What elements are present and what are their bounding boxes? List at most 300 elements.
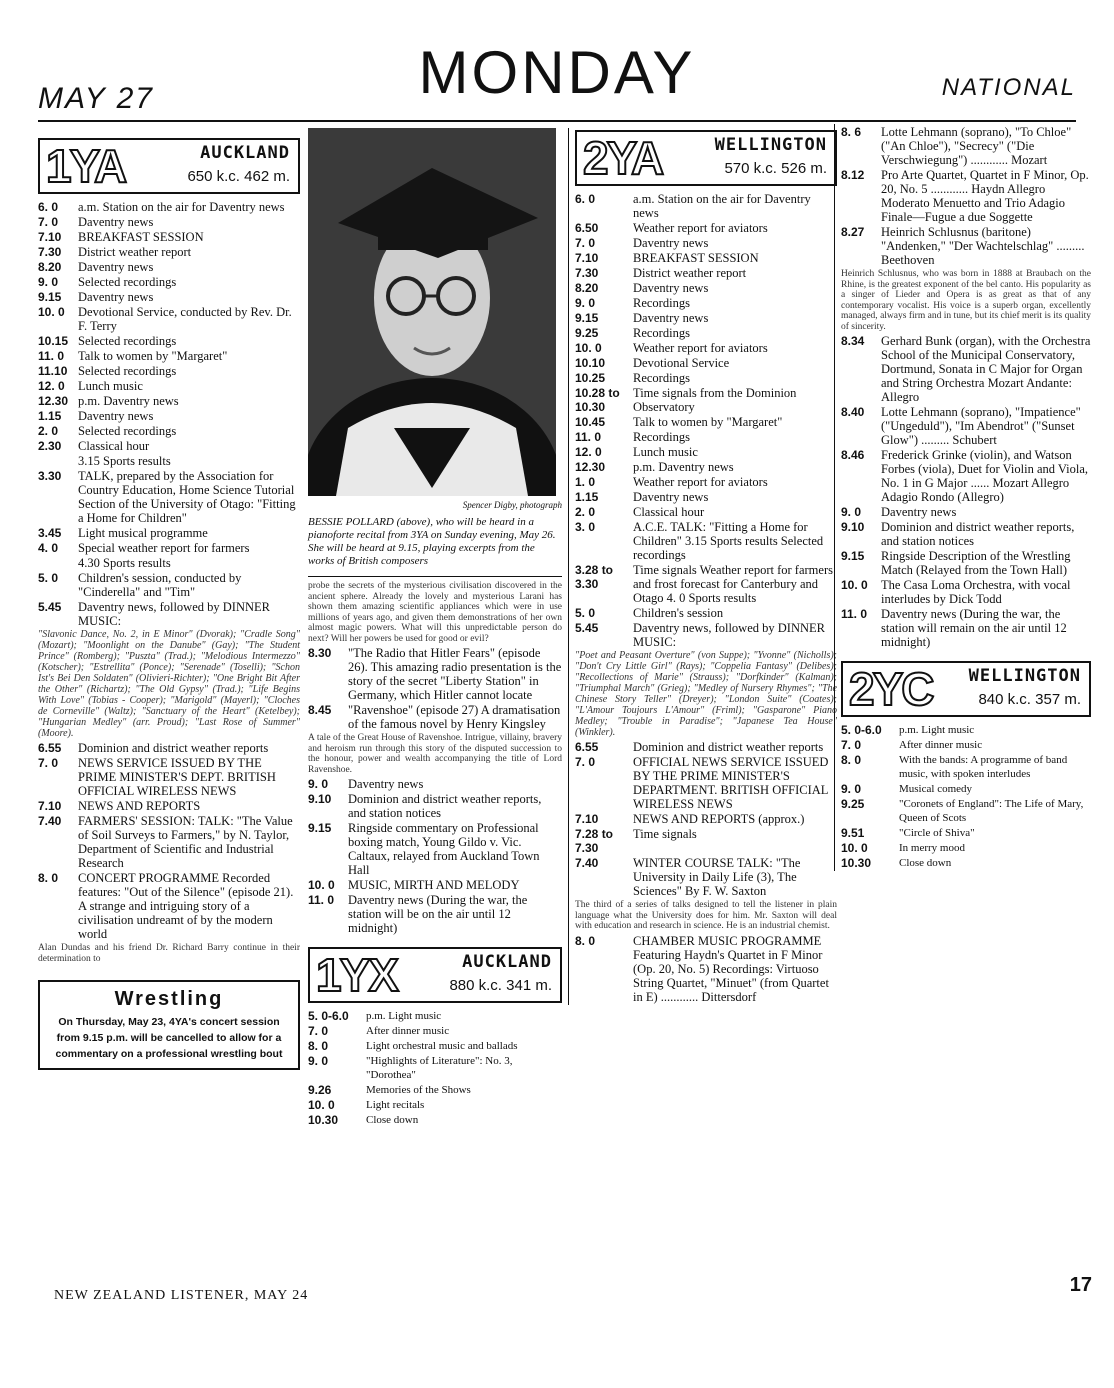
schedule-time: 8.30 <box>308 646 332 660</box>
schedule-time: 7. 0 <box>308 1024 329 1038</box>
schedule-description: Selected recordings <box>78 424 177 438</box>
schedule-time: 2.30 <box>38 439 62 453</box>
schedule-time: 1.15 <box>575 490 599 504</box>
schedule-description: p.m. Daventry news <box>633 460 734 474</box>
schedule-1ya-cont <box>308 646 562 731</box>
dinner-music-list: "Poet and Peasant Overture" (von Suppe); "Yvonne" (Nicholls); "Don't Cry Little Girl" (Rays); "Coppelia Fantasy" (Delibes); "Recollections of Marie" (Strauss); "Dorfkinder" (Kalman); "Triumphal March" (Grieg); "Medley of Nursery Rhymes"; "The Chinese Story Teller" (Dreyer); "London Suite" (Coates); "L'Amour Toujours L'Amour" (Friml); "Gasparone" Piano Medley; "Trouble in Paradise"; "Japanese Tea House" (Winkler). <box>575 650 837 738</box>
schedule-time: 9.15 <box>841 549 865 563</box>
schedule-time: 10.30 <box>841 856 872 870</box>
schedule-description: Selected recordings <box>78 334 177 348</box>
page-number: 17 <box>1069 1274 1092 1296</box>
schedule-time: 10. 0 <box>575 341 602 355</box>
schedule-item <box>841 505 1091 519</box>
schedule-item <box>38 454 300 468</box>
schedule-time: 12. 0 <box>38 379 65 393</box>
schedule-description: Special weather report for farmers <box>78 541 250 555</box>
schedule-item <box>575 621 837 649</box>
schedule-time: 7.28 to 7.30 <box>575 827 614 855</box>
schedule-item <box>575 341 837 355</box>
schedule-description: "The Radio that Hitler Fears" (episode 26). This amazing radio presentation is the story of the secret "Liberty Station" in Germany, which Hitler cannot locate <box>348 646 562 702</box>
schedule-description: "Circle of Shiva" <box>899 827 975 839</box>
schedule-description: Ringside Description of the Wrestling Match (Relayed from the Town Hall) <box>881 549 1071 577</box>
schedule-description: Daventry news, followed by DINNER MUSIC: <box>633 621 825 649</box>
schedule-time: 6.55 <box>575 740 599 754</box>
schedule-description: Children's session <box>633 606 724 620</box>
schedule-description: Recordings <box>633 371 690 385</box>
schedule-item <box>841 225 1091 267</box>
schedule-time: 8.40 <box>841 405 865 419</box>
schedule-item <box>38 349 300 363</box>
schedule-item <box>575 326 837 340</box>
schedule-item <box>841 782 1091 796</box>
column-photo <box>308 128 562 1128</box>
schedule-description: Selected recordings <box>78 275 177 289</box>
schedule-description: OFFICIAL NEWS SERVICE ISSUED BY THE PRIME MINISTER'S DEPARTMENT. BRITISH OFFICIAL WIRELESS NEWS <box>633 755 829 811</box>
schedule-time: 9. 0 <box>841 782 862 796</box>
schedule-time: 7. 0 <box>841 738 862 752</box>
schedule-item <box>308 821 562 877</box>
schedule-1ya-late <box>308 777 562 935</box>
schedule-2ya <box>575 192 837 649</box>
schedule-time: 9.25 <box>841 797 865 811</box>
schedule-description: Lotte Lehmann (soprano), "To Chloe" ("An Chloe"), "Secrecy" ("Die Verschwiegung") ............ Mozart <box>881 125 1072 167</box>
schedule-time: 8. 6 <box>841 125 862 139</box>
schedule-time: 10. 0 <box>38 305 65 319</box>
schedule-item <box>308 1024 562 1038</box>
schedule-description: Weather report for aviators <box>633 475 768 489</box>
schedule-description: Daventry news <box>633 236 709 250</box>
schedule-time: 7.30 <box>38 245 62 259</box>
schedule-time: 10.45 <box>575 415 606 429</box>
schedule-time: 9.15 <box>308 821 332 835</box>
schedule-description: The Casa Loma Orchestra, with vocal interludes by Dick Todd <box>881 578 1071 606</box>
schedule-description: WINTER COURSE TALK: "The University in Daily Life (3), The Sciences" By F. W. Saxton <box>633 856 801 898</box>
schedule-time: 2. 0 <box>38 424 59 438</box>
schedule-description: Daventry news <box>78 215 154 229</box>
schedule-description: Classical hour <box>633 505 705 519</box>
schedule-item <box>841 738 1091 752</box>
schedule-item <box>841 448 1091 504</box>
schedule-description: BREAKFAST SESSION <box>78 230 204 244</box>
schedule-time: 7.40 <box>38 814 62 828</box>
column-2ya-cont <box>834 124 1091 871</box>
schedule-description: Lunch music <box>78 379 143 393</box>
dinner-music-list: "Slavonic Dance, No. 2, in E Minor" (Dvorak); "Cradle Song" (Mozart); "Moonlight on the Danube" (Gay); "The Student Prince" (Romberg); "Puszta" (Trad.); "Melodious Intermezzo" (Kotscher); "Estrellita" (Ponce); "Serenade" (Toselli); "Schon Ist's Bei Den Soldaten" (Olivieri-Richter); "One Bright Bit After the Other" (Richartz); "The Old Gypsy" (Trad.); "Life Begins With Love" (Tobias - Cooper); "Marigold" (Mayerl); "Cloches de Corneville" (Waltz); "Sanctuary of the Heart" (Ketelbey); "Hungarian Medley" (arr. Proud); "Last Rose of Summer" (Moore). <box>38 629 300 739</box>
schedule-item <box>575 311 837 325</box>
schedule-item <box>841 168 1091 224</box>
schedule-description: Lotte Lehmann (soprano), "Impatience" ("Ungeduld"), "Im Abendrot" ("Sunset Glow") ......... Schubert <box>881 405 1081 447</box>
schedule-time: 10.15 <box>38 334 69 348</box>
schedule-description: Dominion and district weather reports <box>633 740 824 754</box>
schedule-item <box>38 245 300 259</box>
schedule-2ya-evening <box>575 740 837 898</box>
schedule-description: CHAMBER MUSIC PROGRAMME Featuring Haydn's Quartet in F Minor (Op. 20, No. 5) Recordings: Virtuoso String Quartet, "Minuet" (from Quartet in E) ............ Dittersdorf <box>633 933 829 1004</box>
story-continued: probe the secrets of the mysterious civilisation discovered in the ancient sphere. Already the lovely and mysterious Larani has shown them amazing scientific appliances which were in use millions of years ago, and given them demonstrations of her own almost magic powers. What will this unpredictable person do next? Will her powers be used for good or evil? <box>308 581 562 644</box>
schedule-item <box>308 1009 562 1023</box>
page-network: NATIONAL <box>941 74 1076 101</box>
wrestling-body: On Thursday, May 23, 4YA's concert session from 9.15 p.m. will be cancelled to allow for a commentary on a professional wrestling bout <box>55 1016 283 1060</box>
schedule-description: NEWS AND REPORTS <box>78 799 201 813</box>
schedule-item <box>841 125 1091 167</box>
schedule-time: 9. 0 <box>308 1054 329 1068</box>
schedule-item <box>575 934 837 1004</box>
schedule-description: Talk to women by "Margaret" <box>633 415 783 429</box>
schedule-2yc <box>841 723 1091 870</box>
schedule-description: Daventry news <box>633 490 709 504</box>
station-header-1yx <box>308 947 562 1003</box>
schedule-time: 9.51 <box>841 826 865 840</box>
schedule-item <box>575 460 837 474</box>
schedule-description: Weather report for aviators <box>633 341 768 355</box>
schedule-time: 10.25 <box>575 371 606 385</box>
schedule-time: 5.45 <box>38 600 62 614</box>
schedule-description: p.m. Daventry news <box>78 394 179 408</box>
schedule-description: Musical comedy <box>899 783 973 795</box>
schedule-time: 9.25 <box>575 326 599 340</box>
schedule-time: 9.26 <box>308 1083 332 1097</box>
schedule-item <box>308 893 562 935</box>
schedule-time: 1. 0 <box>575 475 596 489</box>
schedule-item <box>38 741 300 755</box>
schedule-description: MUSIC, MIRTH AND MELODY <box>348 878 520 892</box>
page-day-title: MONDAY <box>418 39 696 106</box>
schedule-time: 8. 0 <box>575 933 596 948</box>
schedule-item <box>38 424 300 438</box>
schedule-time: 8. 0 <box>308 1039 329 1053</box>
schedule-time: 8.12 <box>841 168 865 182</box>
schedule-description: NEWS SERVICE ISSUED BY THE PRIME MINISTER'S DEPT. BRITISH OFFICIAL WIRELESS NEWS <box>78 756 276 798</box>
schedule-time: 11. 0 <box>841 607 868 621</box>
schedule-item <box>38 541 300 555</box>
schedule-time: 9.15 <box>575 311 599 325</box>
schedule-description: Ringside commentary on Professional boxing match, Young Gildo v. Vic. Caltaux, relayed from Auckland Town Hall <box>348 821 540 877</box>
schedule-description: Talk to women by "Margaret" <box>78 349 228 363</box>
schedule-description: "Ravenshoe" (episode 27) A dramatisation of the famous novel by Henry Kingsley <box>348 703 561 731</box>
schedule-description: With the bands: A programme of band music, with spoken interludes <box>899 754 1068 780</box>
schedule-item <box>575 296 837 310</box>
schedule-item <box>841 753 1091 781</box>
schedule-description: Children's session, conducted by "Cinderella" and "Tim" <box>78 571 242 599</box>
schedule-item <box>38 439 300 453</box>
station-call-sign: 2YA <box>583 132 663 184</box>
schedule-item <box>308 1113 562 1127</box>
schedule-item <box>38 260 300 274</box>
schedule-description: Daventry news <box>78 260 154 274</box>
schedule-item <box>308 1039 562 1053</box>
schedule-description: Devotional Service, conducted by Rev. Dr. F. Terry <box>78 305 292 333</box>
schedule-time: 6.50 <box>575 221 599 235</box>
schedule-description: Daventry news <box>633 311 709 325</box>
schedule-item <box>38 334 300 348</box>
schedule-time: 10.30 <box>308 1113 339 1127</box>
schedule-time: 10.10 <box>575 356 606 370</box>
schedule-item <box>38 814 300 870</box>
schedule-item <box>308 792 562 820</box>
schedule-item <box>575 251 837 265</box>
station-header-1ya <box>38 138 300 194</box>
schedule-description: "Coronets of England": The Life of Mary, Queen of Scots <box>899 798 1084 824</box>
schedule-description: Gerhard Bunk (organ), with the Orchestra School of the Municipal Conservatory, Dortmund, Sonata in C Major for Organ and String Orchestra Mozart Andante: Allegro <box>881 334 1091 404</box>
schedule-time: 8. 0 <box>841 753 862 767</box>
schedule-description: BREAKFAST SESSION <box>633 251 759 265</box>
schedule-item <box>575 356 837 370</box>
station-city: AUCKLAND <box>200 143 290 163</box>
schedule-time: 8.34 <box>841 334 865 348</box>
schedule-1ya <box>38 200 300 628</box>
wrestling-notice <box>38 980 300 1070</box>
schedule-time: 7.10 <box>575 251 599 265</box>
schedule-item <box>38 409 300 423</box>
schedule-time: 6. 0 <box>575 192 596 206</box>
schedule-description: In merry mood <box>899 842 965 854</box>
schedule-item <box>575 266 837 280</box>
photo-caption: BESSIE POLLARD (above), who will be heard in a pianoforte recital from 3YA on Sunday evening, May 26. She will be heard at 9.15, playing excerpts from the works of British composers <box>308 516 556 567</box>
schedule-description: TALK, prepared by the Association for Country Education, Home Science Tutorial Section of the University of Otago: "Fitting a Home for Children" <box>78 469 296 525</box>
schedule-item <box>575 856 837 898</box>
header-rule <box>38 120 1076 122</box>
schedule-time: 8.20 <box>38 260 62 274</box>
schedule-description: Daventry news (During the war, the station will be on the air until 12 midnight) <box>348 893 528 935</box>
schedule-1yx <box>308 1009 562 1127</box>
schedule-time: 9.10 <box>841 520 865 534</box>
schedule-time: 5. 0-6.0 <box>308 1009 349 1023</box>
schedule-description: Daventry news, followed by DINNER MUSIC: <box>78 600 270 628</box>
schedule-description: Close down <box>366 1114 419 1126</box>
schedule-description: "Highlights of Literature": No. 3, "Dorothea" <box>366 1055 513 1081</box>
schedule-item <box>38 275 300 289</box>
wrestling-title: Wrestling <box>114 988 224 1010</box>
schedule-time: 12. 0 <box>575 445 602 459</box>
schedule-item <box>308 1083 562 1097</box>
schedule-description: Recordings <box>633 430 690 444</box>
station-frequency: 650 k.c. 462 m. <box>187 168 290 185</box>
schedule-item <box>841 578 1091 606</box>
schedule-item <box>841 607 1091 649</box>
schedule-description: Daventry news <box>348 777 424 791</box>
schedule-item <box>38 799 300 813</box>
schedule-description: p.m. Light music <box>899 724 975 736</box>
schedule-time: 3. 0 <box>575 520 596 534</box>
schedule-time: 5.45 <box>575 621 599 635</box>
schedule-time: 10. 0 <box>841 841 868 855</box>
schedule-time: 7. 0 <box>38 756 59 770</box>
station-city: WELLINGTON <box>968 666 1081 686</box>
schedule-time: 9. 0 <box>575 296 596 310</box>
story-teaser: Alan Dundas and his friend Dr. Richard Barry continue in their determination to <box>38 943 300 964</box>
portrait-photo <box>308 128 556 496</box>
schedule-time: 8.27 <box>841 225 865 239</box>
schedule-time: 9. 0 <box>841 505 862 519</box>
station-call-sign: 2YC <box>849 663 933 715</box>
schedule-item <box>841 405 1091 447</box>
schedule-description: Daventry news <box>633 281 709 295</box>
schedule-description: District weather report <box>633 266 747 280</box>
schedule-item <box>38 871 300 941</box>
schedule-description: Weather report for aviators <box>633 221 768 235</box>
photo-credit: Spencer Digby, photograph <box>462 500 562 510</box>
schedule-time: 5. 0-6.0 <box>841 723 882 737</box>
schedule-item <box>841 723 1091 737</box>
schedule-description: CONCERT PROGRAMME Recorded features: "Out of the Silence" (episode 21). A strange and intriguing story of a civilisation undreamt of by the modern world <box>78 871 294 941</box>
schedule-description: Close down <box>899 857 952 869</box>
schedule-description: Time signals <box>633 827 697 841</box>
schedule-description: Daventry news <box>881 505 957 519</box>
schedule-description: Heinrich Schlusnus (baritone) "Andenken," "Der Wachtelschlag" ......... Beethoven <box>881 225 1085 267</box>
schedule-description: Memories of the Shows <box>366 1084 471 1096</box>
schedule-item <box>38 200 300 214</box>
schedule-2ya-late <box>841 334 1091 649</box>
schedule-time: 11.10 <box>38 364 68 378</box>
schedule-item <box>38 600 300 628</box>
schedule-description: Frederick Grinke (violin), and Watson Forbes (viola), Duet for Violin and Viola, No. 1 in G Major ...... Mozart Allegro Adagio Rondo (Allegro) <box>881 448 1089 504</box>
schedule-item <box>575 445 837 459</box>
schedule-time: 8.46 <box>841 448 865 462</box>
schedule-time: 6. 0 <box>38 200 59 214</box>
schedule-description: Dominion and district weather reports <box>78 741 269 755</box>
schedule-description: FARMERS' SESSION: TALK: "The Value of Soil Surveys to Farmers," by N. Taylor, Department of Scientific and Industrial Research <box>78 814 293 870</box>
schedule-time: 7. 0 <box>575 755 596 769</box>
schedule-item <box>38 756 300 798</box>
schedule-time: 12.30 <box>38 394 69 408</box>
schedule-time <box>38 556 78 570</box>
schedule-item <box>575 812 837 826</box>
schedule-2ya-cont <box>841 125 1091 267</box>
station-frequency: 570 k.c. 526 m. <box>724 160 827 177</box>
schedule-time: 9.15 <box>38 290 62 304</box>
schedule-description: Daventry news <box>78 409 154 423</box>
schedule-item <box>575 221 837 235</box>
schedule-item <box>575 192 837 220</box>
schedule-item <box>38 290 300 304</box>
schedule-time: 7.40 <box>575 856 599 870</box>
schedule-item <box>38 556 300 570</box>
schedule-item <box>575 386 837 414</box>
schedule-time: 1.15 <box>38 409 62 423</box>
schedule-time: 10. 0 <box>841 578 868 592</box>
schedule-description: NEWS AND REPORTS (approx.) <box>633 812 805 826</box>
schedule-time: 9. 0 <box>38 275 59 289</box>
schedule-description: After dinner music <box>366 1025 450 1037</box>
schedule-item <box>575 415 837 429</box>
station-city: WELLINGTON <box>714 135 827 155</box>
station-header-2yc <box>841 661 1091 717</box>
schedule-description: Time signals from the Dominion Observatory <box>633 386 797 414</box>
schedule-time: 11. 0 <box>308 893 335 907</box>
schedule-description: Classical hour <box>78 439 150 453</box>
schedule-time: 8. 0 <box>38 871 59 885</box>
schedule-item <box>38 305 300 333</box>
schedule-time: 12.30 <box>575 460 606 474</box>
schedule-time: 11. 0 <box>38 349 65 363</box>
talk-note: The third of a series of talks designed to tell the listener in plain language what the University does for him. Mr. Saxton will deal with education and research in science. He is an industrial chemist. <box>575 900 837 931</box>
schedule-description: Dominion and district weather reports, and station notices <box>881 520 1075 548</box>
schedule-item <box>575 520 837 562</box>
schedule-item <box>841 841 1091 855</box>
schedule-time: 7.10 <box>38 230 62 244</box>
schedule-time: 10. 0 <box>308 1098 335 1112</box>
schedule-description: Devotional Service <box>633 356 730 370</box>
schedule-time: 10. 0 <box>308 878 335 892</box>
schedule-item <box>841 826 1091 840</box>
schedule-description: Daventry news (During the war, the station will remain on the air until 12 midnight) <box>881 607 1067 649</box>
schedule-time <box>38 454 78 468</box>
schedule-item <box>841 856 1091 870</box>
station-header-2ya <box>575 130 837 186</box>
page-date: MAY 27 <box>38 82 154 115</box>
schedule-item <box>575 371 837 385</box>
schedule-item <box>38 571 300 599</box>
schedule-item <box>575 563 837 605</box>
schedule-item <box>575 606 837 620</box>
schedule-time: 9. 0 <box>308 777 329 791</box>
schedule-item <box>841 334 1091 404</box>
schedule-item <box>575 755 837 811</box>
schedule-time: 7.30 <box>575 266 599 280</box>
schedule-item <box>575 475 837 489</box>
schedule-description: Light musical programme <box>78 526 208 540</box>
schedule-description: Recordings <box>633 296 690 310</box>
schedule-description: Selected recordings <box>78 364 177 378</box>
schedule-item <box>308 777 562 791</box>
schedule-time: 5. 0 <box>38 571 59 585</box>
schedule-item <box>841 549 1091 577</box>
schedule-time: 8.45 <box>308 703 332 717</box>
station-city: AUCKLAND <box>462 952 552 972</box>
schedule-item <box>575 740 837 754</box>
schedule-item <box>38 364 300 378</box>
schedule-time: 6.55 <box>38 741 62 755</box>
station-call-sign: 1YA <box>46 140 126 192</box>
schedule-time: 7.10 <box>38 799 62 813</box>
schedule-time: 7.10 <box>575 812 599 826</box>
schedule-item <box>308 646 562 702</box>
schedule-description: 3.15 Sports results <box>78 454 171 468</box>
schedule-description: p.m. Light music <box>366 1010 442 1022</box>
schedule-item <box>38 379 300 393</box>
schedule-item <box>575 236 837 250</box>
footer-publication: NEW ZEALAND LISTENER, MAY 24 <box>54 1288 309 1303</box>
schedule-time: 3.30 <box>38 469 62 483</box>
schedule-time: 10.28 to 10.30 <box>575 386 620 414</box>
schedule-item <box>575 430 837 444</box>
schedule-description: District weather report <box>78 245 192 259</box>
schedule-item <box>841 797 1091 825</box>
schedule-time: 9.10 <box>308 792 332 806</box>
schedule-description: Recordings <box>633 326 690 340</box>
schedule-item <box>308 1054 562 1082</box>
schedule-description: Daventry news <box>78 290 154 304</box>
schedule-description: After dinner music <box>899 739 983 751</box>
schedule-time: 3.45 <box>38 526 62 540</box>
station-frequency: 880 k.c. 341 m. <box>449 977 552 994</box>
schedule-time: 3.28 to 3.30 <box>575 563 614 591</box>
column-2ya <box>568 128 837 1005</box>
schedule-item <box>38 394 300 408</box>
schedule-item <box>38 469 300 525</box>
schedule-description: a.m. Station on the air for Daventry news <box>633 192 811 220</box>
schedule-time: 5. 0 <box>575 606 596 620</box>
schedule-item <box>38 526 300 540</box>
schedule-description: Lunch music <box>633 445 698 459</box>
schedule-description: Dominion and district weather reports, and station notices <box>348 792 542 820</box>
schedule-time: 11. 0 <box>575 430 602 444</box>
station-frequency: 840 k.c. 357 m. <box>978 691 1081 708</box>
schedule-item <box>308 703 562 731</box>
schedule-description: Light orchestral music and ballads <box>366 1040 518 1052</box>
schedule-item <box>575 505 837 519</box>
schedule-item <box>841 520 1091 548</box>
schedule-time: 7. 0 <box>575 236 596 250</box>
